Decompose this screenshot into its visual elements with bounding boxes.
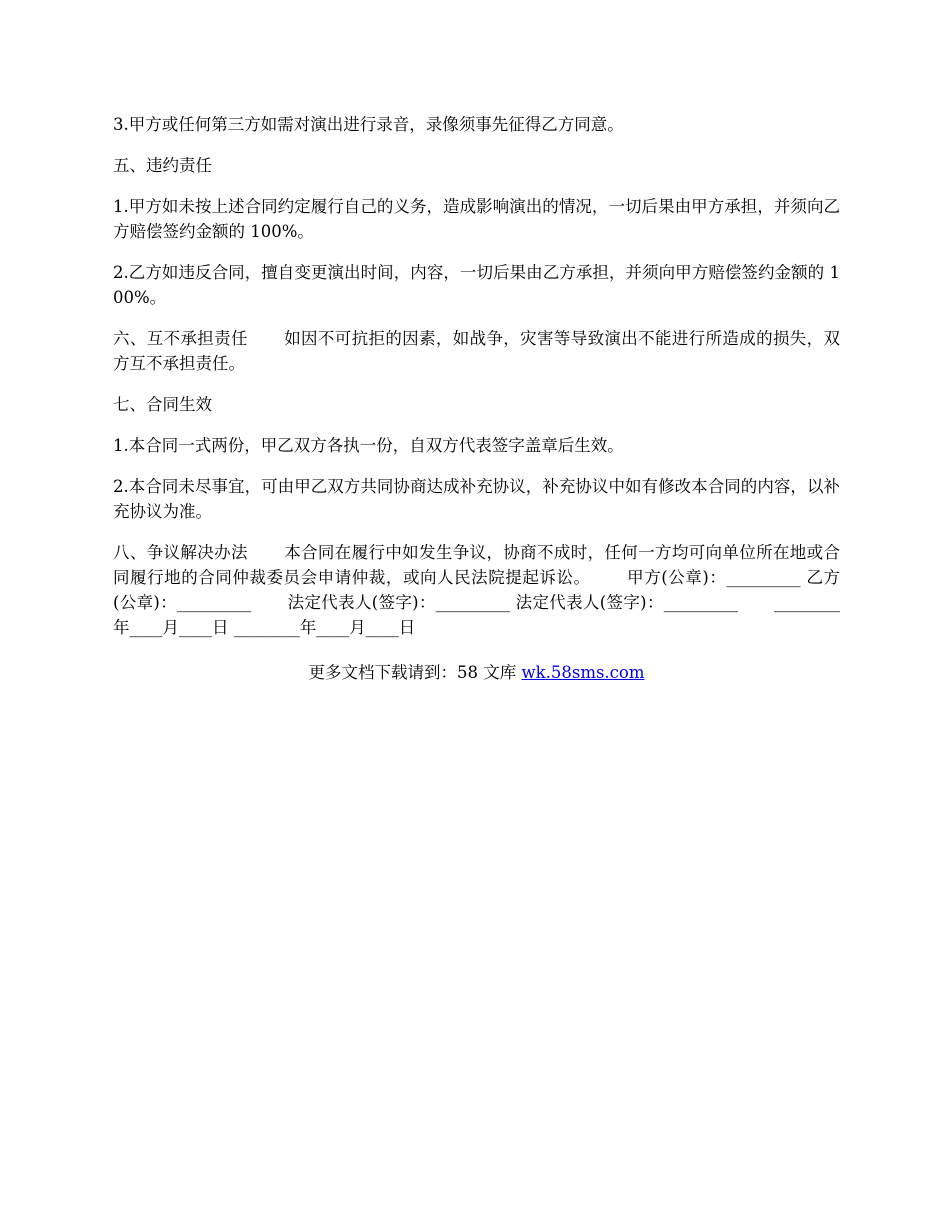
- section-force-majeure: [113, 326, 840, 376]
- clause-recording-consent: 3.甲方或任何第三方如需对演出进行录音，录像须事先征得乙方同意。: [113, 115, 624, 134]
- section-heading-breach: 五、违约责任: [113, 156, 212, 175]
- clause-supplementary: 2.本合同未尽事宜，可由甲乙双方共同协商达成补充协议，补充协议中如有修改本合同的内容，以补充协议为准。: [113, 477, 840, 521]
- section-dispute-resolution: [113, 540, 840, 640]
- document-body: [113, 112, 840, 685]
- party-b-date-line: ________年____月____日: [233, 618, 416, 637]
- section-heading-effect: 七、合同生效: [113, 395, 212, 414]
- section-heading-force-majeure: 六、互不承担责任: [113, 329, 248, 348]
- clause-party-b-breach: 2.乙方如违反合同，擅自变更演出时间，内容，一切后果由乙方承担，并须向甲方赔偿签约金额的 100%。: [113, 263, 840, 307]
- party-b-representative-line: 法定代表人(签字)：_________: [515, 593, 739, 612]
- party-b-seal-line: 乙方(公章)：_________: [113, 568, 841, 612]
- clause-party-a-breach: 1.甲方如未按上述合同约定履行自己的义务，造成影响演出的情况，一切后果由甲方承担，并须向乙方赔偿签约金额的 100%。: [113, 197, 840, 241]
- section-heading-dispute: 八、争议解决办法: [113, 543, 248, 562]
- party-a-date-line: ________年____月____日: [113, 593, 841, 637]
- force-majeure-text: 如因不可抗拒的因素，如战争，灾害等导致演出不能进行所造成的损失，双方互不承担责任。: [113, 329, 841, 373]
- dispute-text: 本合同在履行中如发生争议，协商不成时，任何一方均可向单位所在地或合同履行地的合同仲裁委员会申请仲裁，或向人民法院提起诉讼。: [113, 543, 841, 587]
- party-a-seal-line: 甲方(公章)：_________: [626, 568, 801, 587]
- footer-prefix: 更多文档下载请到：58 文库: [308, 663, 522, 682]
- footer-link[interactable]: wk.58sms.com: [521, 663, 645, 682]
- party-a-representative-line: 法定代表人(签字)：_________: [287, 593, 511, 612]
- download-footer: [113, 660, 840, 685]
- clause-copies: 1.本合同一式两份，甲乙双方各执一份，自双方代表签字盖章后生效。: [113, 436, 624, 455]
